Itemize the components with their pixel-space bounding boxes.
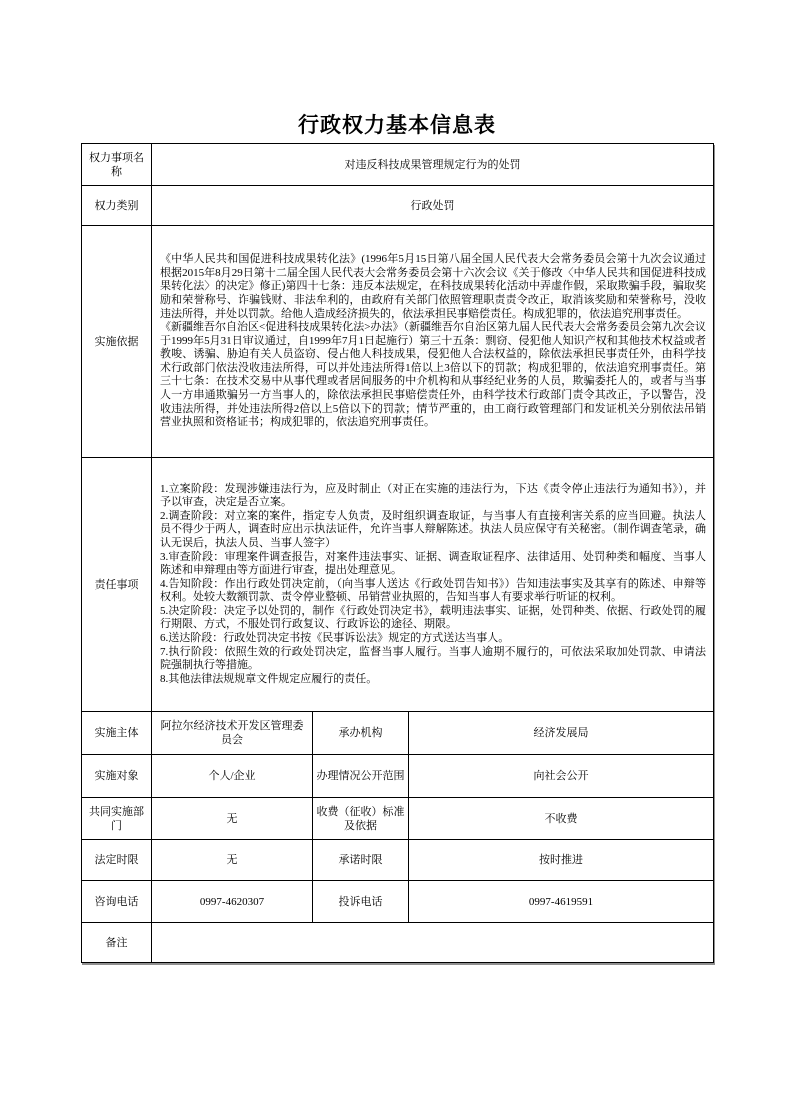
value-power-type: 行政处罚 xyxy=(152,186,714,226)
label-duties: 责任事项 xyxy=(82,458,152,712)
label-basis: 实施依据 xyxy=(82,226,152,458)
info-table xyxy=(81,143,714,963)
value-duties xyxy=(152,458,714,712)
value-fee-standard: 不收费 xyxy=(409,798,714,840)
duty-item-1: 1.立案阶段：发现涉嫌违法行为，应及时制止（对正在实施的违法行为，下达《责令停止违法行为通知书》），并予以审查，决定是否立案。 xyxy=(160,482,707,509)
duty-item-5: 5.决定阶段：决定予以处罚的，制作《行政处罚决定书》，载明违法事实、证据，处罚种类、依据、行政处罚的履行期限、方式，不服处罚行政复议、行政诉讼的途径、期限。 xyxy=(160,604,707,631)
label-promised-limit: 承诺时限 xyxy=(313,840,409,881)
label-target: 实施对象 xyxy=(82,755,152,798)
value-basis xyxy=(152,226,714,458)
row-phones xyxy=(82,881,714,923)
label-remarks: 备注 xyxy=(82,923,152,963)
duty-item-3: 3.审查阶段：审理案件调查报告，对案件违法事实、证据、调查取证程序、法律适用、处罚种类和幅度、当事人陈述和申辩理由等方面进行审查，提出处理意见。 xyxy=(160,550,707,577)
row-subject xyxy=(82,712,714,755)
label-handling-org: 承办机构 xyxy=(313,712,409,755)
row-legal-limit xyxy=(82,840,714,881)
row-power-type xyxy=(82,186,714,226)
row-remarks xyxy=(82,923,714,963)
value-subject: 阿拉尔经济技术开发区管理委员会 xyxy=(152,712,313,755)
label-fee-standard: 收费（征收）标准及依据 xyxy=(313,798,409,840)
value-legal-limit: 无 xyxy=(152,840,313,881)
label-item-name: 权力事项名称 xyxy=(82,144,152,186)
label-disclosure-scope: 办理情况公开范围 xyxy=(313,755,409,798)
value-item-name: 对违反科技成果管理规定行为的处罚 xyxy=(152,144,714,186)
value-remarks xyxy=(152,923,714,963)
value-target: 个人/企业 xyxy=(152,755,313,798)
value-handling-org: 经济发展局 xyxy=(409,712,714,755)
row-basis xyxy=(82,226,714,458)
row-item-name xyxy=(82,144,714,186)
label-joint-dept: 共同实施部门 xyxy=(82,798,152,840)
duty-item-2: 2.调查阶段：对立案的案件，指定专人负责，及时组织调查取证，与当事人有直接利害关系的应当回避。执法人员不得少于两人，调查时应出示执法证件，允许当事人辩解陈述。执法人员应保守有关秘密。（制作调查笔录，确认无误后，执法人员、当事人签字） xyxy=(160,509,707,549)
label-complaint-phone: 投诉电话 xyxy=(313,881,409,923)
duty-item-6: 6.送达阶段：行政处罚决定书按《民事诉讼法》规定的方式送达当事人。 xyxy=(160,632,510,645)
value-disclosure-scope: 向社会公开 xyxy=(409,755,714,798)
value-consult-phone: 0997-4620307 xyxy=(152,881,313,923)
value-promised-limit: 按时推进 xyxy=(409,840,714,881)
label-consult-phone: 咨询电话 xyxy=(82,881,152,923)
row-duties xyxy=(82,458,714,712)
value-joint-dept: 无 xyxy=(152,798,313,840)
page-title: 行政权力基本信息表 xyxy=(298,113,496,137)
label-subject: 实施主体 xyxy=(82,712,152,755)
basis-paragraph-1: 《中华人民共和国促进科技成果转化法》(1996年5月15日第八届全国人民代表大会常务委员会第十九次会议通过 根据2015年8月29日第十二届全国人民代表大会常务委员会第十六次会议《关于修改〈中华人民共和国促进科技成果转化法〉的决定》修正)第四十七条：违反本法规定，在科技成果转化活动中弄虚作假，采取欺骗手段，骗取奖励和荣誉称号、诈骗钱财、非法牟利的，由政府有关部门依照管理职责责令改正，取消该奖励和荣誉称号，没收违法所得，并处以罚款。给他人造成经济损失的，依法承担民事赔偿责任。构成犯罪的，依法追究刑事责任。 xyxy=(160,253,707,320)
duty-item-7: 7.执行阶段：依照生效的行政处罚决定，监督当事人履行。当事人逾期不履行的，可依法采取加处罚款、申请法院强制执行等措施。 xyxy=(160,645,707,672)
row-joint-dept xyxy=(82,798,714,840)
label-legal-limit: 法定时限 xyxy=(82,840,152,881)
value-complaint-phone: 0997-4619591 xyxy=(409,881,714,923)
basis-paragraph-2: 《新疆维吾尔自治区<促进科技成果转化法>办法》（新疆维吾尔自治区第九届人民代表大会常务委员会第九次会议于1999年5月31日审议通过，自1999年7月1日起施行）第三十五条：剽窃、侵犯他人知识产权和其他技术权益或者教唆、诱骗、胁迫有关人员盗窃、侵占他人科技成果，侵犯他人合法权益的，除依法承担民事责任外，由科学技术行政部门依法没收违法所得，可以并处违法所得1倍以上3倍以下的罚款；构成犯罪的，依法追究刑事责任。第三十七条：在技术交易中从事代理或者居间服务的中介机构和从事经纪业务的人员，欺骗委托人的，或者与当事人一方串通欺骗另一方当事人的，除依法承担民事赔偿责任外，由科学技术行政部门责令其改正，予以警告，没收违法所得，并处违法所得2倍以上5倍以下的罚款；情节严重的，由工商行政管理部门和发证机关分别依法吊销营业执照和资格证书；构成犯罪的，依法追究刑事责任。 xyxy=(160,321,707,429)
row-target xyxy=(82,755,714,798)
label-power-type: 权力类别 xyxy=(82,186,152,226)
duty-item-4: 4.告知阶段：作出行政处罚决定前，（向当事人送达《行政处罚告知书》）告知违法事实及其享有的陈述、申辩等权利。处较大数额罚款、责令停业整顿、吊销营业执照的，告知当事人有要求举行听证的权利。 xyxy=(160,577,707,604)
duty-item-8: 8.其他法律法规规章文件规定应履行的责任。 xyxy=(160,672,378,685)
